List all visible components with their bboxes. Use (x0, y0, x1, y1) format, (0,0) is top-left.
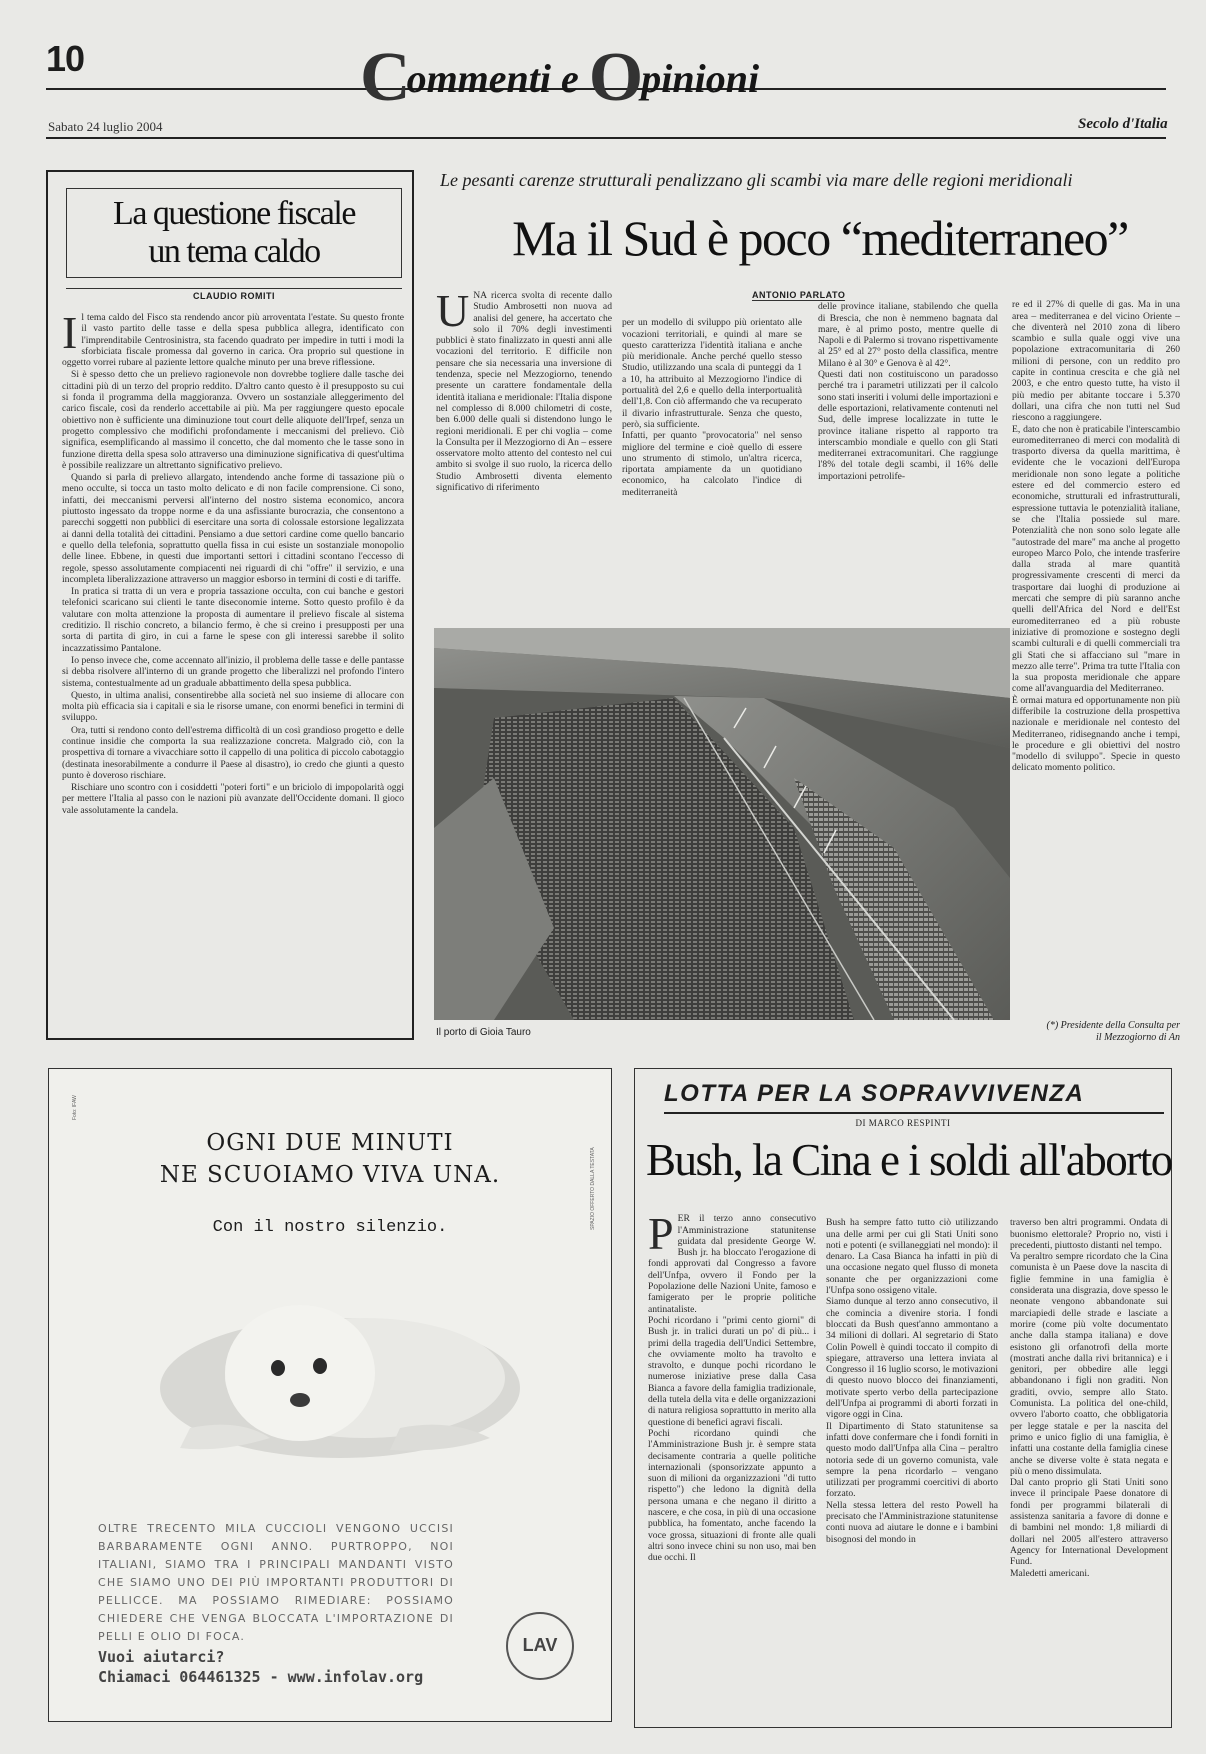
aborto-column-1 (648, 1202, 816, 1722)
aborto-text-2: Bush ha sempre fatto tutto ciò utilizzando una delle armi per cui gli Stati Uniti sono noti e potenti (e svillaneggiati nel mondo): il denaro. La Casa Bianca ha infatti in più di una occasione negato quel flusso di moneta sonante che per organizzazioni come l'Unfpa sono ossigeno vitale. Siamo dunque al terzo anno consecutivo, il che comincia a divenire storia. I fondi bloccati da Bush quest'anno ammontano a 34 milioni di dollari. Al segretario di Stato Colin Powell è quindi toccato il compito di spiegare, attraverso una lettera inviata al Congresso il 16 luglio scorso, le motivazioni di questo nuovo blocco dei finanziamenti, motivate sperto verbo della partecipazione dell'Unfpa ai programmi di aborti forzati in vigore oggi in Cina. Il Dipartimento di Stato statunitense sa infatti dove confermare che i fondi forniti in questo modo dall'Unfpa alla Cina – peraltro notoria sede di un governo comunista, vale sempre la pena ricordarlo – vengano utilizzati per programmi coercitivi di aborto forzato. Nella stessa lettera del resto Powell ha precisato che l'Amministrazione statunitense conti nuova ad aiutare le donne e i bambini bisognosi del mondo in (826, 1217, 998, 1545)
lav-logo-text: LAV (522, 1635, 558, 1655)
page-number: 10 (46, 38, 85, 79)
mezzogiorno-headline: Ma il Sud è poco “mediterraneo” (512, 210, 1128, 266)
advert-cta-1: Vuoi aiutarci? (98, 1648, 225, 1666)
lav-logo (506, 1612, 574, 1680)
header-rule-bottom (46, 137, 1166, 139)
aborto-text-1: ER il terzo anno consecutivo l'Amministrazione statunitense guidata dal presidente George W. Bush jr. ha bloccato l'erogazione di fondi approvati dal Congresso a favore dell'Unfpa, ovvero il Fondo per la Popolazione delle Nazioni Unite, famoso e famigerato per le proprie politiche antinataliste. Pochi ricordano i "primi cento giorni" di Bush jr. in tralici durati un po' di più... i primi della tragedia dell'Undici Settembre, che ovviamente molto ha travolto e stravolto, e dunque pochi ricordano le numerose iniziative prese dalla Casa Bianca a favore della famiglia tradizionale, della tutela della vita e delle organizzazioni di natura religiosa soprattutto in merito alla questione di benefici agravi fiscali. Pochi ricordano quindi che l'Amministrazione Bush jr. è sempre stata decisamente contraria a quelle politiche internazionali (sponsorizzate appunto a suon di milioni da organizzazioni "di tutto rispetto") che ledono la dignità della persona umana e che negano il diritto a nascere, e che cosa, in più di una occasione pubblica, ha fomentato, anche facendo la voce grossa, situazioni di fronte alle quali altri sono invece chini su non uso, mai ben due occhi. Il (648, 1213, 816, 1564)
mezzogiorno-dropcap: U (436, 290, 470, 336)
advert-cta-2: Chiamaci 064461325 - www.infolav.org (98, 1668, 424, 1686)
section-word-1: ommenti e (406, 56, 589, 101)
fiscal-author: CLAUDIO ROMITI (66, 288, 402, 301)
fiscal-article-body (62, 312, 404, 1028)
fiscal-paragraph: Ora, tutti si rendono conto dell'estrema difficoltà di un così grandioso progetto e delle continue insidie che comporta la sua realizzazione concreta. Malgrado ciò, con la prospettiva di tornare a vivacchiare sotto il cappello di una politica di piccolo cabotaggio (destinata inesorabilmente a condurre il Paese al disastro), io credo che giunti a questo punto è doveroso rischiare. (62, 724, 404, 781)
aborto-dropcap: P (648, 1208, 674, 1260)
mezzogiorno-text-4: re ed il 27% di quelle di gas. Ma in una area – mediterranea e del vicino Oriente – che diventerà nel 2010 zona di libero scambio e sulla quale oggi vive una popolazione extracomunitaria di 260 milioni di persone, con un reddito pro capite in continua crescita e che già nel 2003, e che entro questo tutte, ha visto il più medio per abitante toccare i 5.370 dollari, una cifra che non tutti nel Sud riescono a raggiungere. E, dato che non è praticabile l'interscambio euromediterraneo di merci con modalità di trasporto diversa da quella marittima, è evidente che le vocazioni dell'Europa meridionale non sono legate a politiche estere ed del commercio estero ed economiche, strutturali ed infrastrutturali, espressione tuttavia le potenzialità italiane, se che l'Italia possiede sul mare. Potenzialità che non sono solo legate alle "autostrade del mare" ma anche al progetto europeo Marco Polo, che intende trasferire dalla strada al mare quantità progressivamente crescenti di merci da trasportare dai luoghi di produzione ai mercati che sempre di più saranno anche quelli dell'Africa del Nord e dell'Est euromediterraneo ed a più robuste iniziative di promozione e sostegno degli scambi culturali e di quelli commerciali tra gli Stati che si affacciano sul "mare in mezzo alle terre". Prima tra tutte l'Italia con la sua proposta meridionale che appare come all'avanguardia del Mediterraneo. È ormai matura ed opportunamente non più differibile la costruzione della prospettiva nazionale e meridionale nel contesto del Mediterraneo, ridisegnando anche i tempi, le procedure e gli obiettivi del nostro "modello di sviluppo". Specie in questo delicato momento politico. (1012, 299, 1180, 774)
fiscal-paragraph: Quando si parla di prelievo allargato, intendendo anche forme di tassazione più o meno occulte, si tocca un tasto molto delicato e di non facile comprensione. Ci sono, infatti, dei meccanismi perversi all'interno del nostro sistema economico, ancora piuttosto ingessato da troppe norme e da una asfissiante burocrazia, che consentono a parecchi soggetti non pubblici di esercitare una sorta di colossale estorsione legalizzata ai danni della totalità dei cittadini. Pensiamo a due settori cardine come quello bancario e quello della telefonia, soprattutto quella fissa in cui esiste un sostanziale monopolio delle linee. Ebbene, in questi due importanti settori i cittadini scontano l'eccesso di regole, spesso assolutamente compiacenti nei riguardi di chi "offre" il servizio, e una incompleta liberalizzazione attraverso un maggior esborso in termini di costi e di tariffe. (62, 472, 404, 585)
fiscal-paragraph: Io penso invece che, come accennato all'inizio, il problema delle tasse e delle pantasse si debba risolvere all'interno di un grande progetto che liberalizzi nel profondo l'intero sistema, contestualmente ad un graduale abbattimento della spesa pubblica. (62, 654, 404, 689)
aborto-headline: Bush, la Cina e i soldi all'aborto (646, 1135, 1172, 1185)
mezzogiorno-column-2 (622, 306, 802, 620)
aborto-byline: DI MARCO RESPINTI (855, 1118, 951, 1128)
advert-body: OLTRE TRECENTO MILA CUCCIOLI VENGONO UCCISI BARBARAMENTE OGNI ANNO. PURTROPPO, NOI ITALIANI, SIAMO TRA I PRINCIPALI MANDANTI VISTO CHE SIAMO UNO DEI PIÙ IMPORTANTI PRODUTTORI DI PELLICCE. MA POSSIAMO RIMEDIARE: POSSIAMO CHIEDERE CHE VENGA BLOCCATA L'IMPORTAZIONE DI PELLI E OLIO DI FOCA. (98, 1522, 454, 1643)
fiscal-paragraph: l tema caldo del Fisco sta rendendo ancor più arroventata l'estate. Su questo fronte il vasto partito delle tasse e della spesa pubblica allegra, identificato con l'imprenditabile Centrosinistra, sta facendo quadrato per impedire in tutti i modi la sforbiciata fiscale promessa dal governo in carica. Ora proprio sul questione in oggetto vorrei rubare al paziente lettore qualche minuto per una breve riflessione. (62, 312, 404, 369)
fiscal-title-line-2: un tema caldo (148, 233, 320, 270)
section-initial-c: C (360, 39, 411, 116)
fiscal-paragraph: Si è spesso detto che un prelievo ragionevole non dovrebbe togliere dalle tasche dei cittadini più di un terzo del proprio reddito. D'altro canto questo è il presupposto su cui si fonda il programma della maggioranza. Ovvero un sostanziale alleggerimento del carico fiscale, così da renderlo accettabile ai più. Ma per raggiungere questo epocale obiettivo non è sufficiente una diminuzione tout court delle aliquote dell'Irpef, senza un progetto complessivo che modifichi profondamente i meccanismi del prelievo. Ciò significa, esemplificando al massimo il concetto, che dal momento che le tasse sono in funzione diretta della spesa solo attraverso una diminuzione significativa di quest'ultima è possibile realizzare un altrettanto significativo prelievo. (62, 369, 404, 471)
photo-caption: Il porto di Gioia Tauro (436, 1027, 531, 1038)
aborto-column-2 (826, 1206, 998, 1722)
mezzogiorno-kicker: Le pesanti carenze strutturali penalizzano gli scambi via mare delle regioni meridionali (440, 170, 1073, 190)
aborto-text-3: traverso ben altri programmi. Ondata di buonismo elettorale? Proprio no, visti i precedenti, piuttosto distanti nel tempo. Va peraltro sempre ricordato che la Cina comunista è un Paese dove la nascita di figlie femmine in una famiglia è considerata una disgrazia, dove spesso le neonate vengono abbandonate sui marciapiedi delle strade e lasciate a morire (come più volte documentato anche dalla stampa italiana) e dove esistono gli orfanotrofi della morte (mostrati anche dalla rivi britannica) e i genitori, per obbedire alle leggi abbandonano i figli non graditi. Non graditi, ovvio, sempre allo Stato. Comunista. La politica del one-child, ovvero l'aborto coatto, che obbligatoria per legge statale e per la nascita del primo e unico figlio di una famiglia, è infatti una costante della famiglia cinese anche se diverse volte è stata negata e più o meno dissimulata. Dal canto proprio gli Stati Uniti sono invece il principale Paese donatore di fondi per programmi bilaterali di assistenza sanitaria a favore di donne e di bambini nel mondo: 1,8 miliardi di dollari nel 2005 all'estero attraverso Agency for International Development Fund. Maledetti americani. (1010, 1217, 1168, 1579)
fiscal-paragraph: In pratica si tratta di un vera e propria tassazione occulta, con cui banche e gestori telefonici scaricano sui clienti le tante diseconomie interne. Sotto questo profilo è da valutare con molta attenzione la proposta di aumentare il prelievo fiscale al sistema creditizio. Il rischio concreto, a bilancio fermo, è che si creino i presupposti per una sorta di partita di giro, in cui a farne le spese con gli interessi sarebbe il solito incazzatissimo Pantalone. (62, 586, 404, 654)
mezzogiorno-text-2: per un modello di sviluppo più orientato alle vocazioni territoriali, e quindi al mare se questo caratterizza l'identità italiana e anche più meridionale. Anche perché quello stesso Studio, utilizzando una scala di punteggi da 1 a 10, ha attribuito al Mezzogiorno l'indice di portualità del 2,6 e quello della interportualità dell'1,8. Con ciò affermando che va recuperato il divario infrastrutturale. Senza che questo, però, sia sufficiente. Infatti, per quanto "provocatoria" nel senso migliore del termine e cioè quello di essere uno strumento di stimolo, un'altra ricerca, riportata ampiamente da un quotidiano economico, ha calcolato l'indice di mediterraneità (622, 317, 802, 498)
advert-subhead: Con il nostro silenzio. (212, 1218, 448, 1237)
port-aerial-image (434, 628, 1010, 1020)
fiscal-dropcap: I (62, 312, 78, 358)
mezzogiorno-column-3 (818, 290, 998, 620)
author-footnote: (*) Presidente della Consulta per il Mezzogiorno di An (1046, 1020, 1180, 1043)
seal-pup-image (150, 1268, 520, 1478)
advert-headline-1: OGNI DUE MINUTI (206, 1130, 454, 1156)
mezzogiorno-column-1 (436, 290, 612, 620)
port-photo (434, 628, 1010, 1020)
masthead: Secolo d'Italia (1078, 116, 1168, 132)
aborto-rubric: LOTTA PER LA SOPRAVVIVENZA (664, 1080, 1085, 1107)
section-title (360, 38, 759, 118)
advert-space-credit: SPAZIO OFFERTO DALLA TESTATA (590, 1147, 596, 1230)
advert-headline-2: NE SCUOIAMO VIVA UNA. (159, 1162, 501, 1188)
mezzogiorno-column-4 (1012, 288, 1180, 1000)
issue-date: Sabato 24 luglio 2004 (48, 119, 163, 134)
advert-photo-credit: Foto: IFAW (72, 1095, 78, 1120)
mezzogiorno-text-1: NA ricerca svolta di recente dallo Studio Ambrosetti non nuova ad analisi del genere, ha accertato che solo il 70% degli investimenti pubblici è stato finalizzato in questi anni alle vocazioni del territorio. E difficile non pensare che sia necessaria una inversione di tendenza, specie nel Mezzogiorno, tenendo presente un carattere fondamentale della identità italiana e meridionale: l'Italia dispone nel complesso di 8.000 chilometri di coste, ben 6.000 delle quali si distendono lungo le regioni meridionali. E per chi voglia – come la Consulta per il Mezzogiorno di An – essere osservatore molto attento del contesto nel cui ambito si svolge il suo ruolo, la ricerca dello Studio Ambrosetti diventa elemento significativo di riferimento (436, 290, 612, 494)
aborto-column-3 (1010, 1206, 1168, 1722)
aborto-rubric-rule (664, 1112, 1164, 1114)
section-word-2: pinioni (641, 56, 760, 101)
fiscal-title-box (66, 188, 402, 278)
fiscal-paragraph: Rischiare uno scontro con i cosiddetti "poteri forti" e un briciolo di impopolarità oggi per mettere l'Italia al passo con le nazioni più avanzate dell'Occidente domani. Il gioco vale assolutamente la candela. (62, 782, 404, 816)
fiscal-title-line-1: La questione fiscale (113, 195, 355, 232)
section-initial-o: O (588, 39, 644, 116)
mezzogiorno-author: ANTONIO PARLATO (752, 290, 846, 300)
mezzogiorno-text-3: delle province italiane, stabilendo che quella di Brescia, che non è nemmeno bagnata dal mare, è al primo posto, mentre quelle di Napoli e di Palermo si trovano rispettivamente al 25° ed al 27° posto della classifica, mentre Milano è al 30° e Genova è al 42°. Questi dati non costituiscono un paradosso perché tra i parametri utilizzati per il calcolo sono stati inseriti i volumi delle importazioni e delle esportazioni, relativamente contenuti nel Sud, delle imprese localizzate in tutte le province italiane rispetto al rapporto tra interscambio mondiale e quello con gli Stati mediterranei extracomunitari. Che raggiunge l'8% del totale degli scambi, il 16% delle importazioni petrolife- (818, 301, 998, 482)
fiscal-paragraph: Questo, in ultima analisi, consentirebbe alla società nel suo insieme di allocare con molta più efficacia sia i capitali e sia le risorse umane, con enormi benefici in termini di sviluppo. (62, 689, 404, 724)
